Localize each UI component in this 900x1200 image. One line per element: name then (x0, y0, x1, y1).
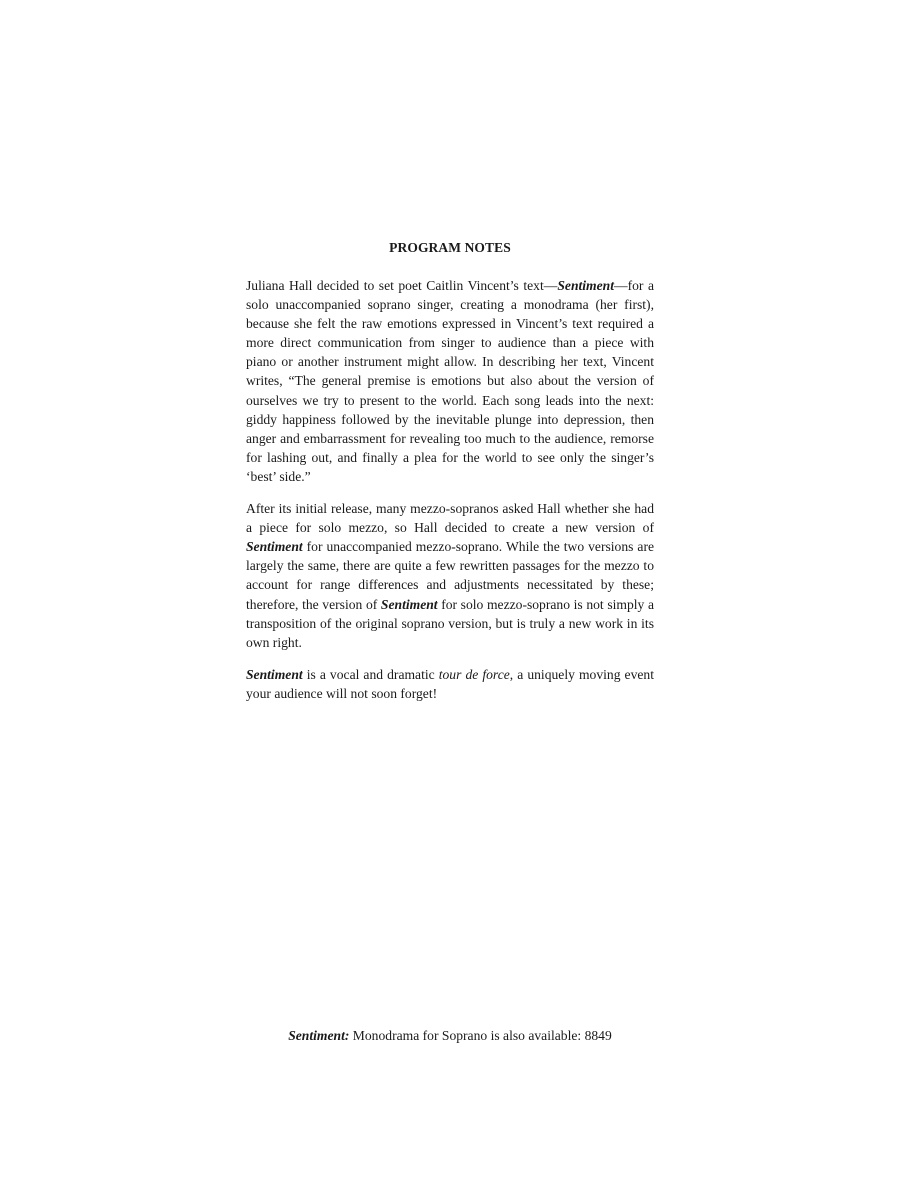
footer-text: Monodrama for Soprano is also available: 8849 (349, 1028, 612, 1043)
italic-phrase: tour de force (438, 666, 510, 682)
paragraph-2-text-c: for solo mezzo-soprano is not simply a transposition of the original soprano version, but is truly a new work in its own right. (246, 596, 654, 650)
work-title-3: Sentiment (380, 596, 438, 612)
footer-work-label: Sentiment: (288, 1028, 350, 1043)
page-title: PROGRAM NOTES (389, 240, 511, 255)
paragraph-2 (246, 499, 654, 652)
paragraph-1-text-a: Juliana Hall decided to set poet Caitlin Vincent’s text— (246, 278, 558, 293)
paragraph-3-text-a: is a vocal and dramatic (302, 666, 439, 682)
paragraph-2-text-a: After its initial release, many mezzo-sopranos asked Hall whether she had a piece for solo mezzo, so Hall decided to create a new version of (246, 501, 654, 536)
paragraph-1 (246, 276, 654, 486)
paragraph-3-text-b: , a uniquely moving event your audience will not soon forget! (246, 666, 654, 701)
work-title-1: Sentiment (557, 278, 614, 293)
work-title-4: Sentiment (246, 666, 303, 682)
paragraph-2-text-b: for unaccompanied mezzo-soprano. While the two versions are largely the same, there are quite a few rewritten passages for the mezzo to account for range differences and adjustments necessitated by these; therefore, the version of (246, 539, 654, 612)
paragraph-3 (246, 665, 654, 703)
work-title-2: Sentiment (246, 539, 303, 555)
program-notes-body (246, 276, 654, 716)
paragraph-1-text-b: —for a solo unaccompanied soprano singer, creating a monodrama (her first), because she felt the raw emotions expressed in Vincent’s text required a more direct communication from singer to audience than a piece with piano or another instrument might allow. In describing her text, Vincent writes, “The general premise is emotions but also about the version of ourselves we try to present to the world. Each song leads into the next: giddy happiness followed by the inevitable plunge into depression, then anger and embarrassment for revealing too much to the audience, remorse for lashing out, and finally a plea for the world to see only the singer’s ‘best’ side.” (246, 278, 654, 484)
availability-note (0, 1028, 900, 1044)
